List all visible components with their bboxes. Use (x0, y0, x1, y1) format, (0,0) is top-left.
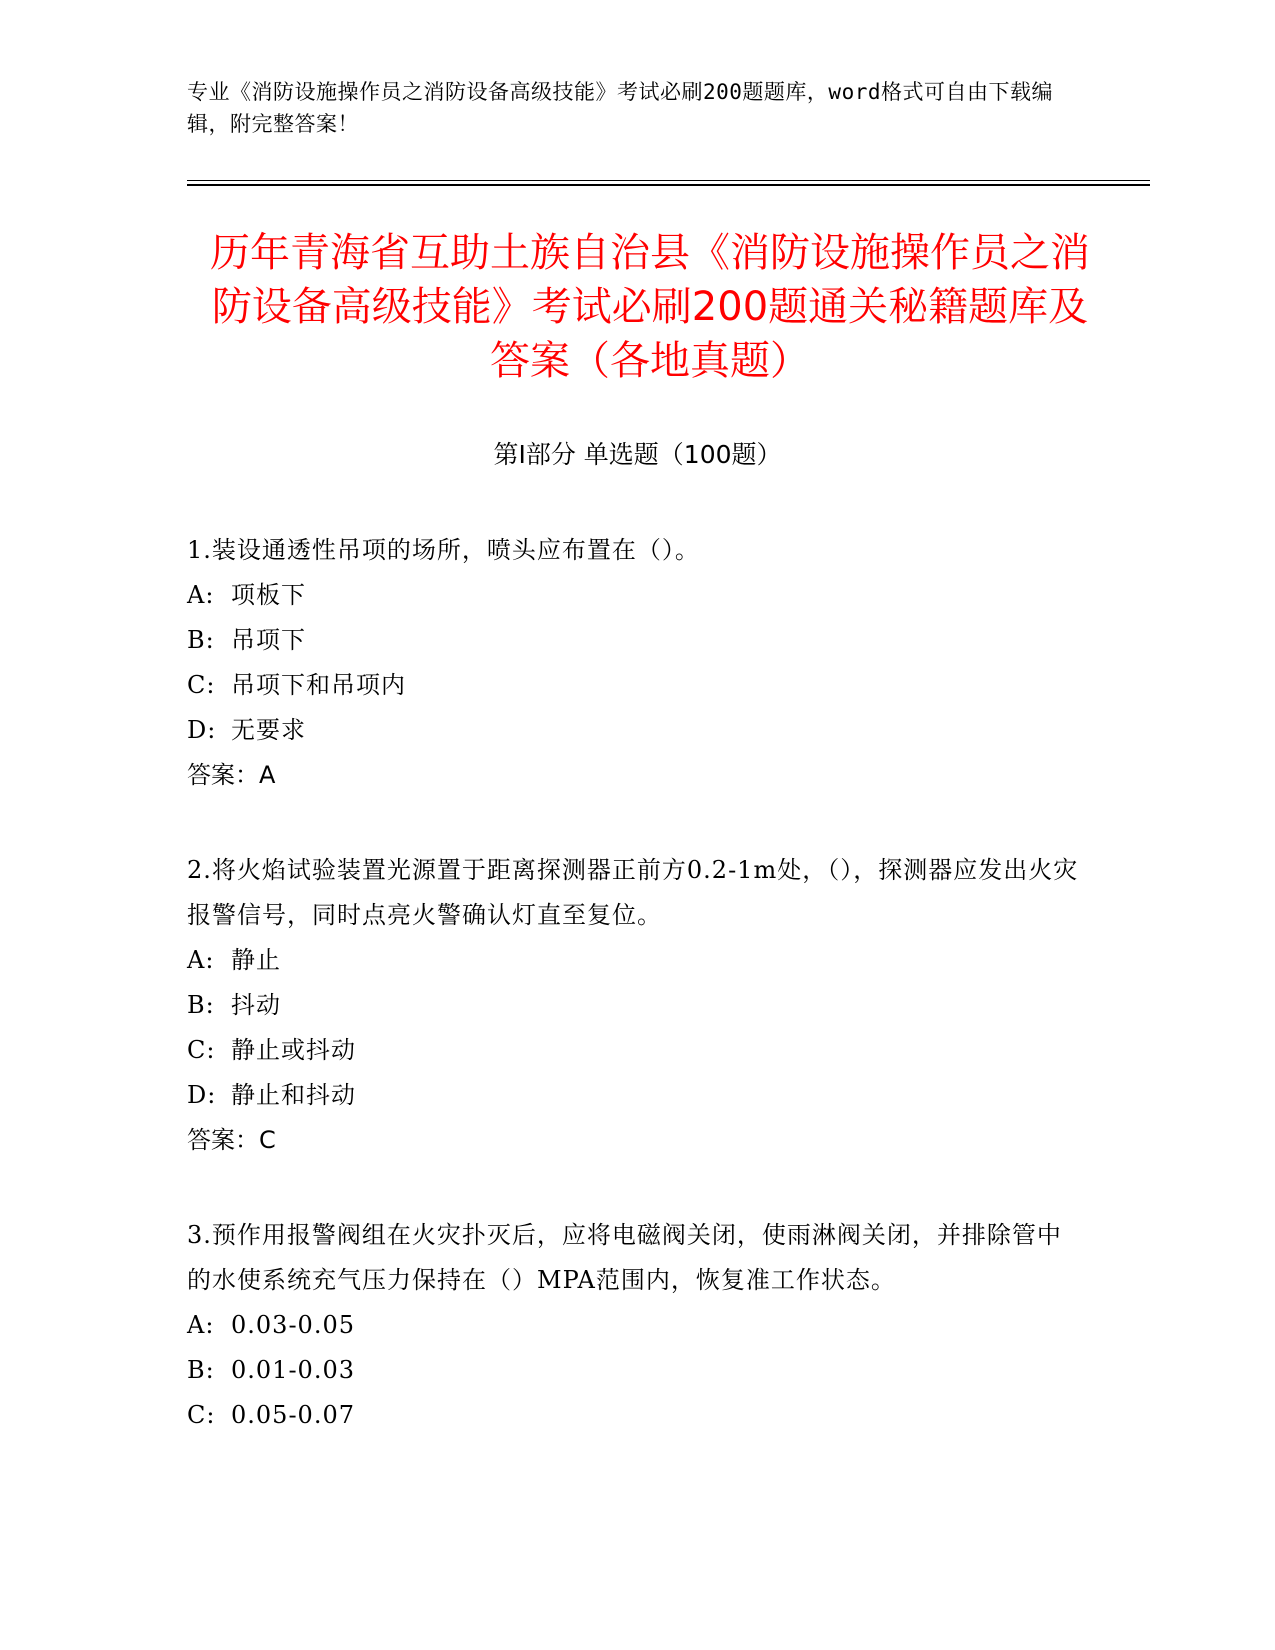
option-text: 静止和抖动 (231, 1081, 356, 1109)
option-letter: B: (187, 991, 215, 1019)
option-letter: A: (187, 946, 215, 974)
option-b (187, 1348, 1082, 1393)
option-text: 静止或抖动 (231, 1036, 356, 1064)
option-text: 吊项下和吊项内 (231, 671, 406, 699)
question-text: 1.装设通透性吊项的场所，喷头应布置在（）。 (187, 536, 700, 564)
option-letter: D: (187, 1081, 217, 1109)
option-letter: D: (187, 716, 217, 744)
option-text: 0.05-0.07 (231, 1401, 355, 1429)
question-text: 2.将火焰试验装置光源置于距离探测器正前方0.2-1m处，（），探测器应发出火灾报警信号，同时点亮火警确认灯直至复位。 (187, 856, 1079, 929)
document-title: 历年青海省互助土族自治县《消防设施操作员之消防设备高级技能》考试必刷200题通关秘籍题库及答案（各地真题） (210, 230, 1090, 384)
option-text: 无要求 (231, 716, 306, 744)
option-c (187, 663, 1082, 708)
option-b (187, 983, 1082, 1028)
option-letter: A: (187, 581, 215, 609)
option-a (187, 1303, 1082, 1348)
option-letter: B: (187, 1356, 215, 1384)
option-d (187, 1073, 1082, 1118)
option-text: 0.01-0.03 (231, 1356, 355, 1384)
option-text: 吊项下 (231, 626, 306, 654)
option-letter: A: (187, 1311, 215, 1339)
section-heading: 第Ⅰ部分 单选题（100题） (493, 440, 782, 469)
question-1 (187, 528, 1082, 798)
option-text: 项板下 (231, 581, 306, 609)
option-a (187, 573, 1082, 618)
question-text: 3.预作用报警阀组在火灾扑灭后，应将电磁阀关闭，使雨淋阀关闭，并排除管中的水使系统充气压力保持在（）MPA范围内，恢复准工作状态。 (187, 1221, 1062, 1294)
option-c (187, 1393, 1082, 1438)
option-d (187, 708, 1082, 753)
question-list (187, 528, 1082, 1488)
question-3 (187, 1213, 1082, 1438)
option-c (187, 1028, 1082, 1073)
option-a (187, 938, 1082, 983)
option-b (187, 618, 1082, 663)
option-text: 0.03-0.05 (231, 1311, 355, 1339)
option-letter: C: (187, 1401, 216, 1429)
option-letter: C: (187, 671, 216, 699)
header-divider-thick (187, 184, 1150, 186)
header-divider-thin (187, 180, 1150, 181)
answer: 答案：C (187, 1126, 276, 1154)
option-text: 静止 (231, 946, 281, 974)
option-letter: B: (187, 626, 215, 654)
option-letter: C: (187, 1036, 216, 1064)
option-text: 抖动 (231, 991, 281, 1019)
answer: 答案：A (187, 761, 276, 789)
header-note: 专业《消防设施操作员之消防设备高级技能》考试必刷200题题库，word格式可自由下载编辑，附完整答案！ (187, 80, 1053, 136)
question-2 (187, 848, 1082, 1163)
